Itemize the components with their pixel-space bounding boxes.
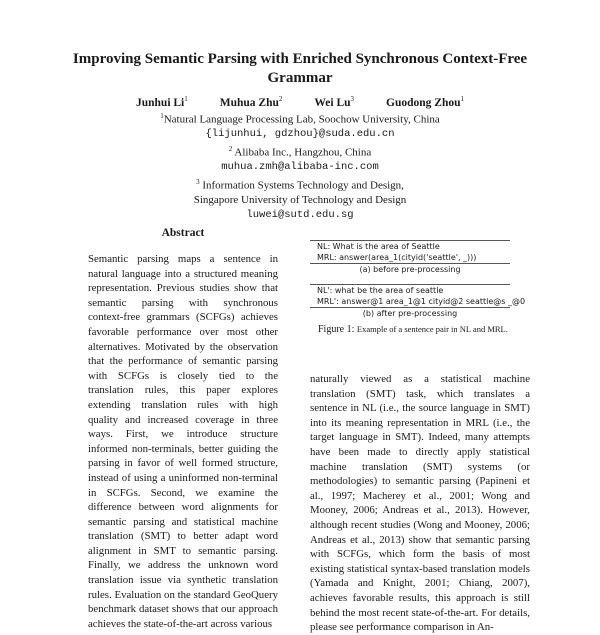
figure-caption-label: Figure 1: [318,324,355,335]
affiliation-1-email: {lijunhui, gdzhou}@suda.edu.cn [205,128,395,141]
figure-1 [310,240,530,322]
figure-panel-b [310,284,526,322]
author: Guodong Zhou$^1$ [386,95,464,109]
panel-a-label: (a) before pre-processing [359,265,461,274]
author: Wei Lu$^3$ [314,95,355,109]
figure-caption-text: Example of a sentence pair in NL and MRL. [356,324,508,334]
body-paragraph: naturally viewed as a statistical machine translation (SMT) task, which translates a sentence in NL (i.e., the source language in SMT) into its meaning representation in MRL (i.e., the target language in SMT). Indeed, many attempts have been made to directly apply statistical machine translation (SMT) systems (or methodologies) to semantic parsing (Papineni et al., 1997; Macherey et al., 2001; Wong and Mooney, 2006; Andreas et al., 2013). However, although recent studies (Wong and Mooney, 2006; Andreas et al., 2013) show that semantic parsing with SCFGs, which form the basis of most existing statistical syntax-based translation models (Yamada and Knight, 2001; Chiang, 2007), achieves favorable results, this approach is still behind the most recent state-of-the-art. For details, please see performance comparison in An- [310,373,530,634]
abstract-text: Semantic parsing maps a sentence in natural language into a structured meaning representation. Previous studies show that semantic parsing with synchronous context-free grammars (SCFGs) achieves favorable performance over most other alternatives. Motivated by the observation that the performance of semantic parsing with SCFGs is closely tied to the translation rules, this paper explores extending translation rules with high quality and increased coverage in three ways. First, we introduce structure informed non-terminals, better guiding the parsing in favor of well formed structure, instead of using a uninformed non-terminal in SCFGs. Second, we examine the difference between word alignments for semantic parsing and statistical machine translation (SMT) to better adapt word alignment in SMT to semantic parsing. Finally, we address the unknown word translation issue via synthetic translation rules. Evaluation on the standard GeoQuery benchmark dataset shows that our approach achieves the state-of-the-art across various [88,253,278,630]
affiliation-3: $^3$ Information Systems Technology and Design, [196,177,404,192]
author-list [60,95,540,109]
affiliation-2-email: muhua.zmh@alibaba-inc.com [221,161,379,174]
author: Muhua Zhu$^2$ [219,95,283,109]
affiliation-2: $^2$ Alibaba Inc., Hangzhou, China [228,144,372,159]
affiliation-1: $^1$Natural Language Processing Lab, Soochow University, China [160,112,440,126]
paper-title: Improving Semantic Parsing with Enriched Synchronous Context-Free Grammar [72,51,528,86]
abstract-heading: Abstract [161,227,205,239]
figure-panel-a [310,240,510,278]
panel-b-label: (b) after pre-processing [362,309,458,318]
mrl-line: MRL: answer(area_1(cityid('seattle', _))) [317,253,477,262]
nl-line: NL: What is the area of Seattle [317,242,440,251]
mrl-prime-line: MRL': answer@1 area_1@1 cityid@2 seattle@s _@0 [317,297,526,306]
affiliation-3-email: luwei@sutd.edu.sg [246,208,354,221]
affiliation-3-line2: Singapore University of Technology and Design [193,193,407,206]
nl-prime-line: NL': what be the area of seattle [317,286,444,295]
affiliations [100,109,500,222]
figure-caption [318,324,538,335]
author: Junhui Li$^1$ [135,95,188,109]
